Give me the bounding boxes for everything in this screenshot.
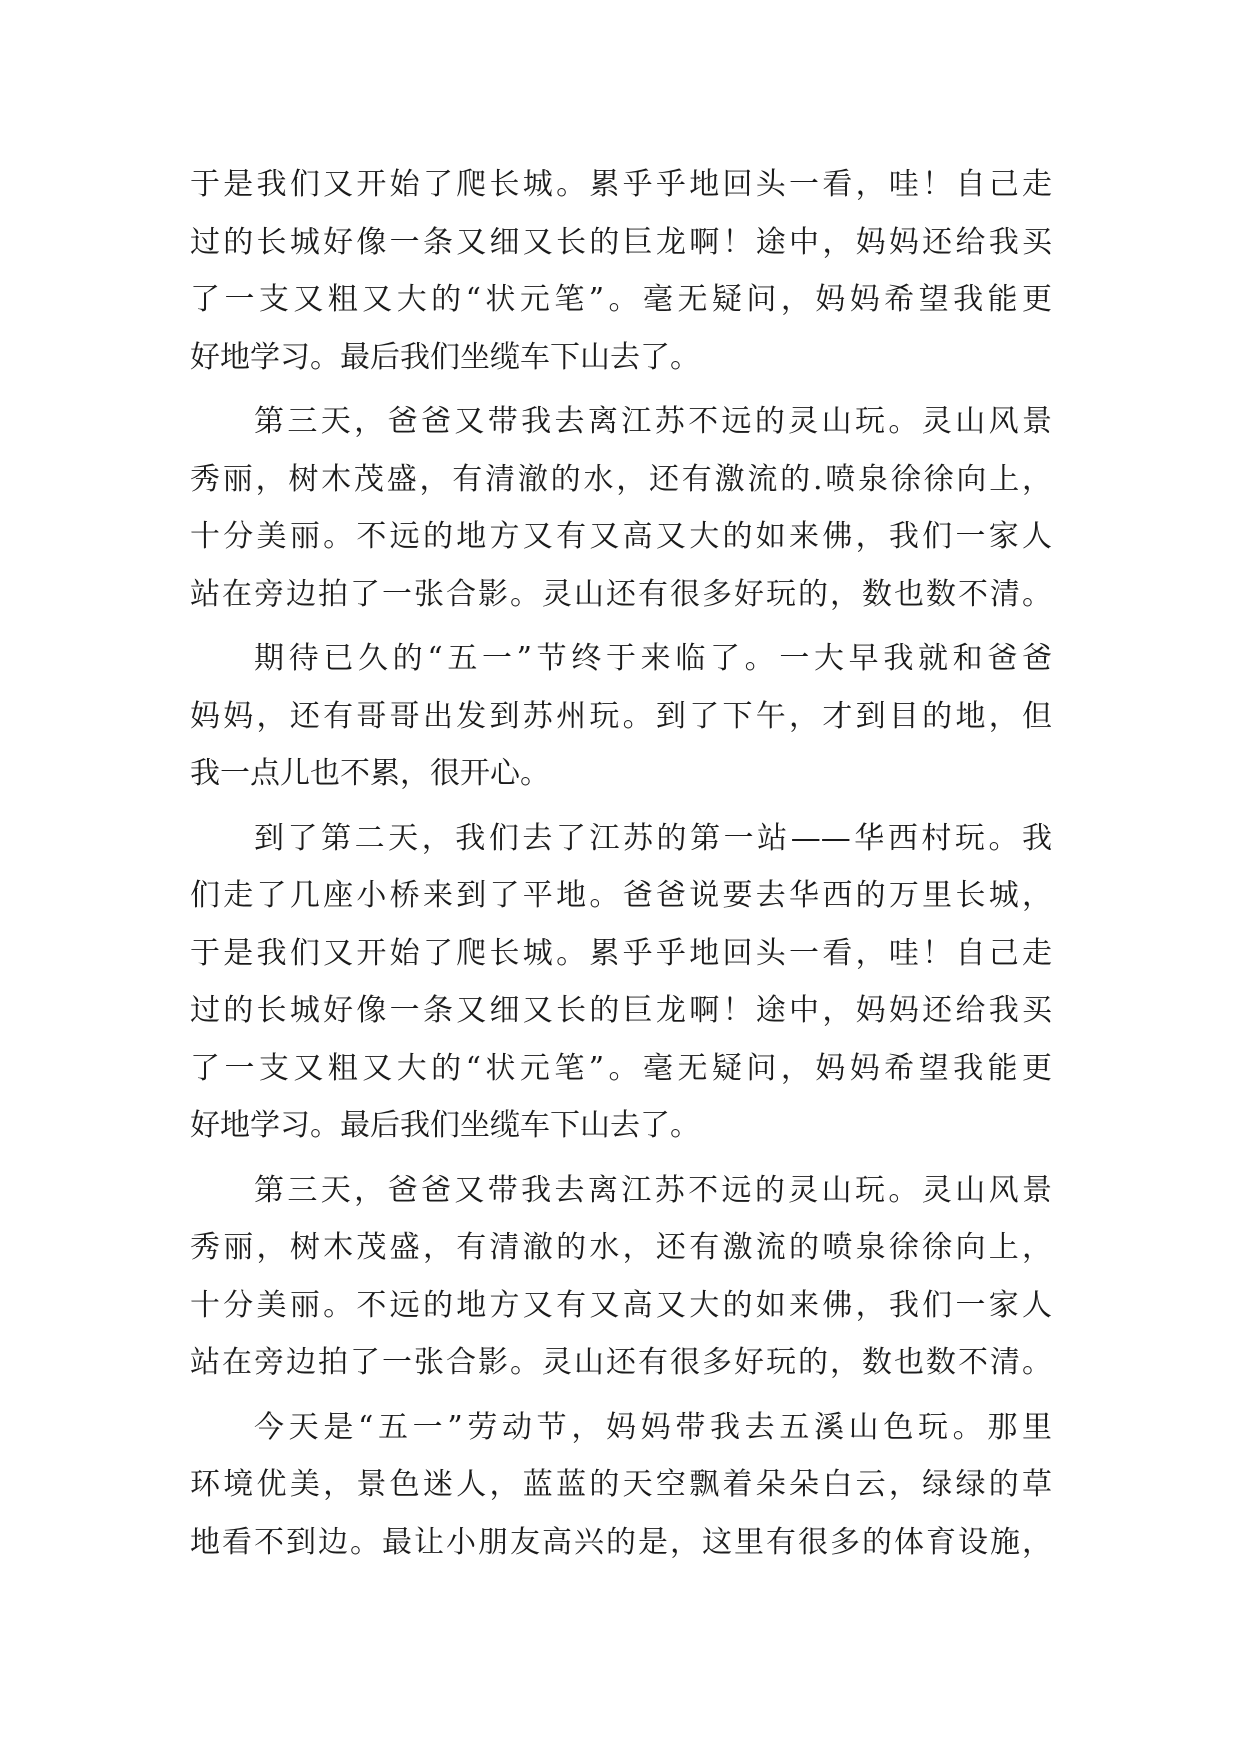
paragraph: [190, 156, 1052, 386]
text-line: 过的长城好像一条又细又长的巨龙啊！途中，妈妈还给我买: [190, 993, 1052, 1028]
text-line: 第三天，爸爸又带我去离江苏不远的灵山玩。灵山风景: [254, 1172, 1052, 1208]
text-line: 我一点儿也不累，很开心。: [190, 756, 550, 791]
text-line: 妈妈，还有哥哥出发到苏州玩。到了下午，才到目的地，但: [190, 698, 1052, 734]
text-line: 好地学习。最后我们坐缆车下山去了。: [190, 339, 700, 375]
paragraph: [190, 1399, 1052, 1572]
text-line: 了一支又粗又大的“状元笔”。毫无疑问，妈妈希望我能更: [190, 1050, 1052, 1086]
paragraph: [190, 810, 1052, 1155]
text-line: 们走了几座小桥来到了平地。爸爸说要去华西的万里长城，: [190, 878, 1052, 913]
text-line: 期待已久的“五一”节终于来临了。一大早我就和爸爸: [254, 641, 1052, 676]
text-line: 秀丽，树木茂盛，有清澈的水，还有激流的.喷泉徐徐向上，: [190, 461, 1052, 497]
text-line: 好地学习。最后我们坐缆车下山去了。: [190, 1108, 700, 1143]
text-line: 于是我们又开始了爬长城。累乎乎地回头一看，哇！自己走: [190, 167, 1052, 202]
paragraph: [190, 630, 1052, 803]
text-line: 十分美丽。不远的地方又有又高又大的如来佛，我们一家人: [190, 1287, 1052, 1323]
paragraph: [190, 393, 1052, 623]
text-line: 十分美丽。不远的地方又有又高又大的如来佛，我们一家人: [190, 519, 1052, 554]
text-line: 第三天，爸爸又带我去离江苏不远的灵山玩。灵山风景: [254, 404, 1052, 439]
text-line: 于是我们又开始了爬长城。累乎乎地回头一看，哇！自己走: [190, 935, 1052, 971]
text-line: 站在旁边拍了一张合影。灵山还有很多好玩的，数也数不清。: [190, 576, 1052, 612]
text-line: 过的长城好像一条又细又长的巨龙啊！途中，妈妈还给我买: [190, 224, 1052, 260]
text-line: 站在旁边拍了一张合影。灵山还有很多好玩的，数也数不清。: [190, 1345, 1052, 1380]
body-text: [190, 156, 1052, 1571]
text-line: 了一支又粗又大的“状元笔”。毫无疑问，妈妈希望我能更: [190, 282, 1052, 317]
paragraph: [190, 1162, 1052, 1392]
text-line: 到了第二天，我们去了江苏的第一站——华西村玩。我: [254, 820, 1052, 856]
text-line: 环境优美，景色迷人，蓝蓝的天空飘着朵朵白云，绿绿的草: [190, 1467, 1052, 1502]
text-line: 秀丽，树木茂盛，有清澈的水，还有激流的喷泉徐徐向上，: [190, 1230, 1052, 1265]
text-line: 今天是“五一”劳动节，妈妈带我去五溪山色玩。那里: [254, 1409, 1052, 1445]
text-line: 地看不到边。最让小朋友高兴的是，这里有很多的体育设施，: [190, 1524, 1052, 1560]
